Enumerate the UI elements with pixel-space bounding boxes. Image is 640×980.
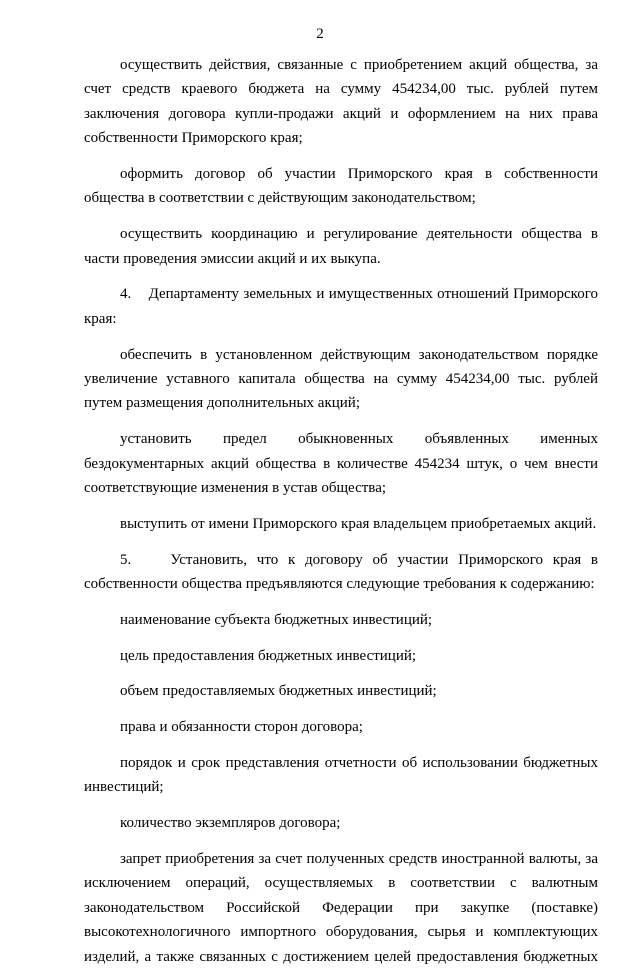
list-item: запрет приобретения за счет полученных средств иностранной валюты, за исключением операций, осуществляемых в соответствии с валютным законодательством Российской Федерации при закупке (поставке) высокотехнологичного импортного оборудования, сырья и комплектующих изделий, а также связанных с достижением целей предоставления бюджетных	[84, 851, 598, 965]
paragraph: обеспечить в установленном действующим законодательством порядке увеличение уставного капитала общества на сумму 454234,00 тыс. рублей путем размещения дополнительных акций;	[84, 346, 598, 412]
list-item: порядок и срок представления отчетности об использовании бюджетных инвестиций;	[84, 755, 598, 796]
paragraph: оформить договор об участии Приморского края в собственности общества в соответствии с действующим законодательством;	[84, 166, 598, 207]
paragraph-numbered-5: 5. Установить, что к договору об участии Приморского края в собственности общества предъявляются следующие требования к содержанию:	[84, 551, 598, 593]
page-number: 2	[316, 26, 324, 42]
list-item: цель предоставления бюджетных инвестиций;	[120, 647, 417, 664]
list-item: права и обязанности сторон договора;	[120, 719, 363, 736]
paragraph: осуществить действия, связанные с приобретением акций общества, за счет средств краевого бюджета на сумму 454234,00 тыс. рублей путем заключения договора купли-продажи акций и оформлением на них права собственности Приморского края;	[84, 57, 598, 147]
list-item: наименование субъекта бюджетных инвестиций;	[120, 611, 433, 628]
paragraph: установить предел обыкновенных объявленных именных бездокументарных акций общества в количестве 454234 штук, о чем внести соответствующие изменения в устав общества;	[84, 431, 598, 497]
list-item: объем предоставляемых бюджетных инвестиций;	[120, 683, 437, 700]
document-body	[84, 53, 598, 980]
paragraph: осуществить координацию и регулирование деятельности общества в части проведения эмиссии акций и их выкупа.	[84, 226, 598, 267]
list-item: количество экземпляров договора;	[120, 815, 341, 832]
paragraph-numbered-4: 4. Департаменту земельных и имущественных отношений Приморского края:	[84, 286, 598, 327]
paragraph: выступить от имени Приморского края владельцем приобретаемых акций.	[120, 515, 597, 532]
